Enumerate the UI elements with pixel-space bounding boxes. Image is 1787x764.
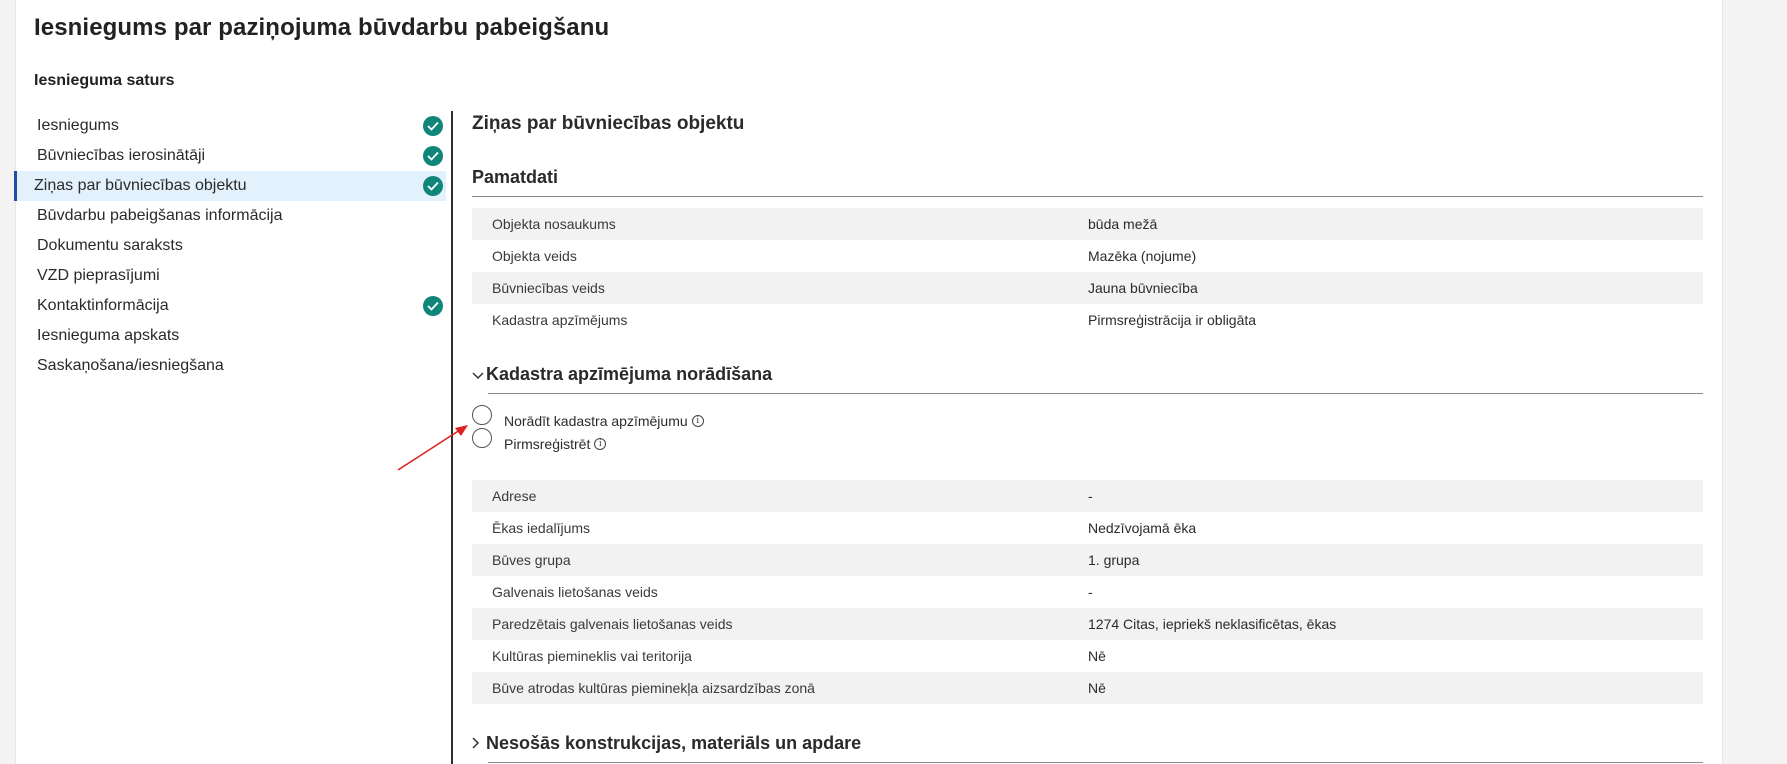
row-label: Kadastra apzīmējums [492,312,628,328]
sidebar-item-label: Kontaktinformācija [37,297,169,314]
row-value: būda mežā [1088,216,1158,232]
row-label: Būves grupa [492,552,571,568]
checkmark-icon [423,176,443,196]
row-label: Objekta veids [492,248,577,264]
checkmark-icon [423,146,443,166]
row-label: Galvenais lietošanas veids [492,584,658,600]
sidebar-item-label: Dokumentu saraksts [37,237,183,254]
sidebar-item-label: Saskaņošana/iesniegšana [37,357,224,374]
sidebar-item-iesnieguma-apskats[interactable] [14,321,446,351]
row-value: Pirmsreģistrācija ir obligāta [1088,312,1257,328]
checkmark-icon [423,296,443,316]
sidebar-item-iesniegums[interactable] [14,111,446,141]
row-label: Paredzētais galvenais lietošanas veids [492,616,733,632]
row-value: - [1088,488,1093,504]
divider [488,762,1703,763]
table-row [472,480,1703,512]
sidebar-item-zinas-par-objektu[interactable] [14,171,446,201]
red-arrow-annotation [395,422,475,474]
radio-noradit-kadastra[interactable] [472,405,492,425]
sidebar-title: Iesnieguma saturs [34,72,175,89]
sidebar-item-label: Būvniecības ierosinātāji [37,147,206,164]
table-row [472,208,1703,240]
chevron-right-icon [472,733,486,754]
table-row [472,672,1703,704]
row-value: Mazēka (nojume) [1088,248,1197,264]
kadastrs-table [472,480,1703,704]
sidebar-nav [14,111,446,381]
divider [472,196,1703,197]
radio-label-noradit: Norādīt kadastra apzīmējumu i [504,413,704,429]
kadastrs-heading: Kadastra apzīmējuma norādīšana [486,364,773,384]
table-row [472,512,1703,544]
pamatdati-table [472,208,1703,336]
row-label: Kultūras piemineklis vai teritorija [492,648,692,664]
row-label: Ēkas iedalījums [492,520,591,536]
row-value: Nedzīvojamā ēka [1088,520,1197,536]
divider [488,393,1703,394]
checkmark-icon [423,116,443,136]
row-value: 1. grupa [1088,552,1140,568]
row-label: Būve atrodas kultūras pieminekļa aizsardzības zonā [492,680,815,696]
table-row [472,544,1703,576]
section-title: Ziņas par būvniecības objektu [472,113,745,134]
row-value: Jauna būvniecība [1088,280,1198,296]
radio-label-pirmsregistret: Pirmsreģistrēt i [504,436,606,452]
row-value: - [1088,584,1093,600]
chevron-down-icon [472,364,486,385]
sidebar-item-label: Iesniegums [37,117,119,134]
konstrukcijas-heading: Nesošās konstrukcijas, materiāls un apdare [486,733,862,753]
sidebar-item-vzd-pieprasijumi[interactable] [14,261,446,291]
kadastrs-section-toggle[interactable] [472,364,772,385]
sidebar-item-buvdarbu-pabeigsana[interactable] [14,201,446,231]
sidebar-item-label: Būvdarbu pabeigšanas informācija [37,207,283,224]
sidebar-item-buvniecibas-ierosinataji[interactable] [14,141,446,171]
sidebar-item-label: VZD pieprasījumi [37,267,160,284]
sidebar-item-label: Iesnieguma apskats [37,327,180,344]
sidebar-item-saskanosana[interactable] [14,351,446,381]
row-value: 1274 Citas, iepriekš neklasificētas, ēkas [1088,616,1337,632]
row-label: Objekta nosaukums [492,216,616,232]
info-icon[interactable]: i [692,415,704,427]
table-row [472,240,1703,272]
pamatdati-heading: Pamatdati [472,167,559,187]
sidebar-item-label: Ziņas par būvniecības objektu [34,177,247,194]
info-icon[interactable]: i [594,438,606,450]
sidebar-item-dokumentu-saraksts[interactable] [14,231,446,261]
table-row [472,608,1703,640]
page-title: Iesniegums par paziņojuma būvdarbu pabeigšanu [34,14,610,41]
table-row [472,304,1703,336]
row-label: Būvniecības veids [492,280,605,296]
row-value: Nē [1088,680,1106,696]
konstrukcijas-section-toggle[interactable] [472,733,861,754]
table-row [472,272,1703,304]
row-value: Nē [1088,648,1106,664]
table-row [472,640,1703,672]
radio-pirmsregistret[interactable] [472,428,492,448]
row-label: Adrese [492,488,537,504]
sidebar-item-kontaktinformacija[interactable] [14,291,446,321]
table-row [472,576,1703,608]
